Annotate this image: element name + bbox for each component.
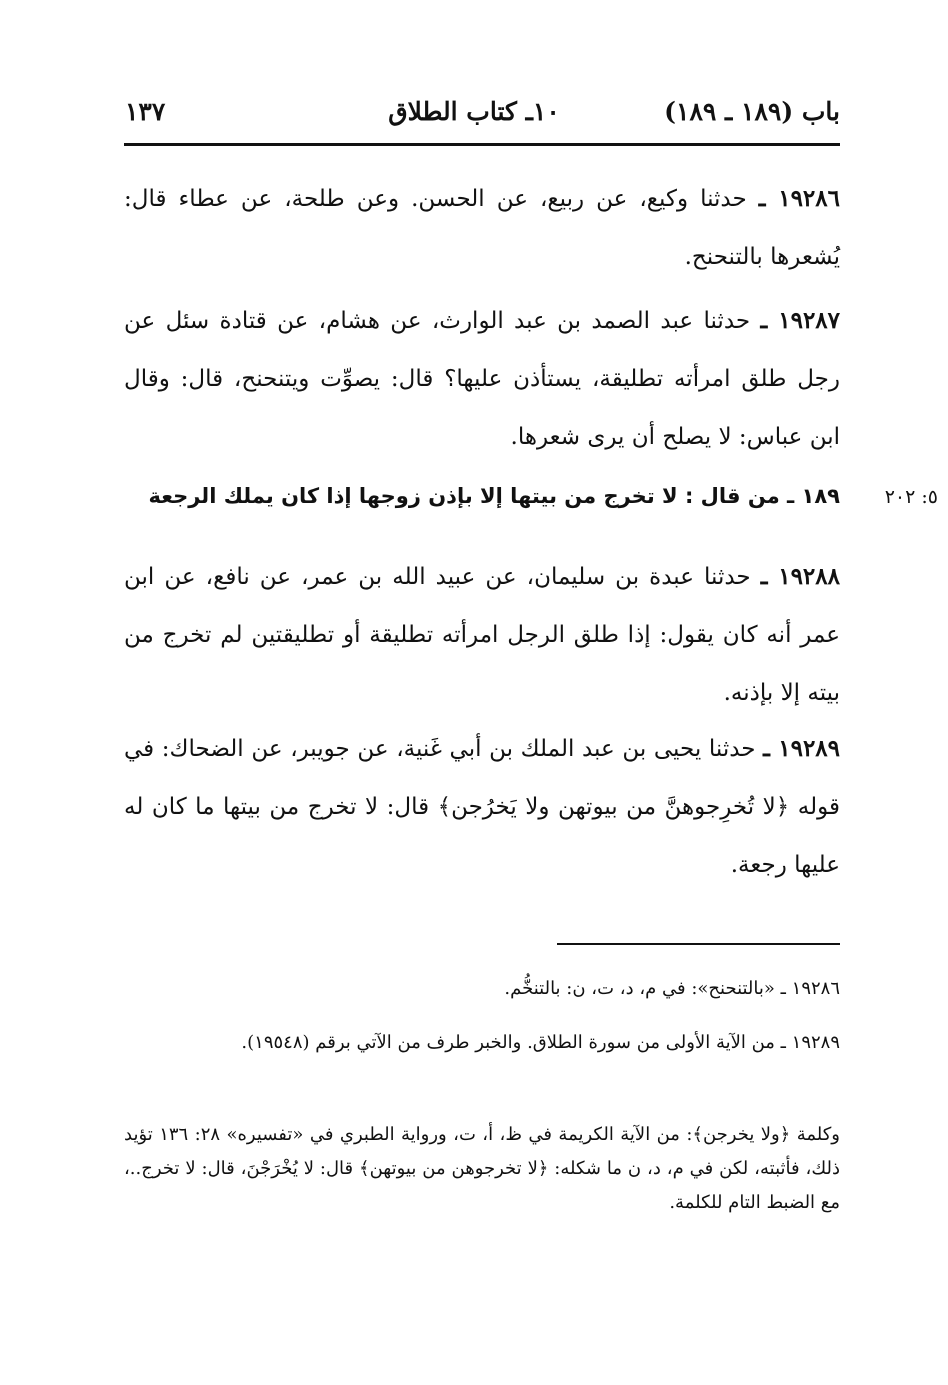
- page-number: ١٣٧: [125, 97, 166, 126]
- chapter-heading: ١٨٩ ـ من قال : لا تخرج من بيتها إلا بإذن زوجها إذا كان يملك الرجعة: [148, 484, 840, 508]
- hadith-text: حدثنا عبد الصمد بن عبد الوارث، عن هشام، عن قتادة سئل عن رجل طلق امرأته تطليقة، يستأذن عليها؟ قال: يصوِّت ويتنحنح، قال: وقال ابن عباس: لا يصلح أن يرى شعرها.: [124, 308, 840, 450]
- hadith-text: حدثنا عبدة بن سليمان، عن عبيد الله بن عمر، عن نافع، عن ابن عمر أنه كان يقول: إذا طلق الرجل امرأته تطليقة أو تطليقتين لم تخرج من بيته إلا بإذنه.: [124, 564, 840, 706]
- chapter-range-header: باب (١٨٩ ـ ١٨٩): [664, 97, 840, 126]
- hadith-number: ١٩٢٨٨ ـ: [760, 563, 840, 590]
- hadith-text: حدثنا وكيع، عن ربيع، عن الحسن. وعن طلحة، عن عطاء قال: يُشعرها بالتنحنح.: [124, 186, 840, 270]
- hadith-number: ١٩٢٨٧ ـ: [760, 307, 841, 334]
- hadith-19286: [124, 170, 840, 286]
- hadith-19288: [124, 548, 840, 722]
- footnote-19289: ١٩٢٨٩ ـ من الآية الأولى من سورة الطلاق. والخبر طرف من الآتي برقم (١٩٥٤٨).: [241, 1032, 840, 1053]
- hadith-number: ١٩٢٨٦ ـ: [758, 185, 840, 212]
- hadith-text: حدثنا يحيى بن عبد الملك بن أبي غَنية، عن جويبر، عن الضحاك: في قوله ﴿لا تُخرِجوهنَّ من بيوتهن ولا يَخرُجن﴾ قال: لا تخرج من بيتها ما كان له عليها رجعة.: [124, 736, 840, 878]
- margin-reference: ٥: ٢٠٢: [884, 486, 938, 508]
- hadith-19289: [124, 720, 840, 894]
- hadith-19287: [124, 292, 840, 466]
- header-rule: [124, 143, 840, 146]
- footnote-rule: [557, 943, 840, 945]
- footnote-19289-note: وكلمة ﴿ولا يخرجن﴾: من الآية الكريمة في ظ، أ، ت، ورواية الطبري في «تفسيره» ٢٨: ١٣٦ تؤيد ذلك، فأثبته، لكن في م، د، ن ما شكله: ﴿لا تخرجوهن من بيوتهن﴾ قال: لا يُخْرَجْنَ، قال: لا تخرج..، مع الضبط التام للكلمة.: [124, 1124, 840, 1213]
- hadith-number: ١٩٢٨٩ ـ: [763, 735, 841, 762]
- book-title-header: ١٠ـ كتاب الطلاق: [388, 97, 560, 126]
- footnote-19286: ١٩٢٨٦ ـ «بالتنحنح»: في م، د، ت، ن: بالتنخُّم.: [504, 978, 840, 999]
